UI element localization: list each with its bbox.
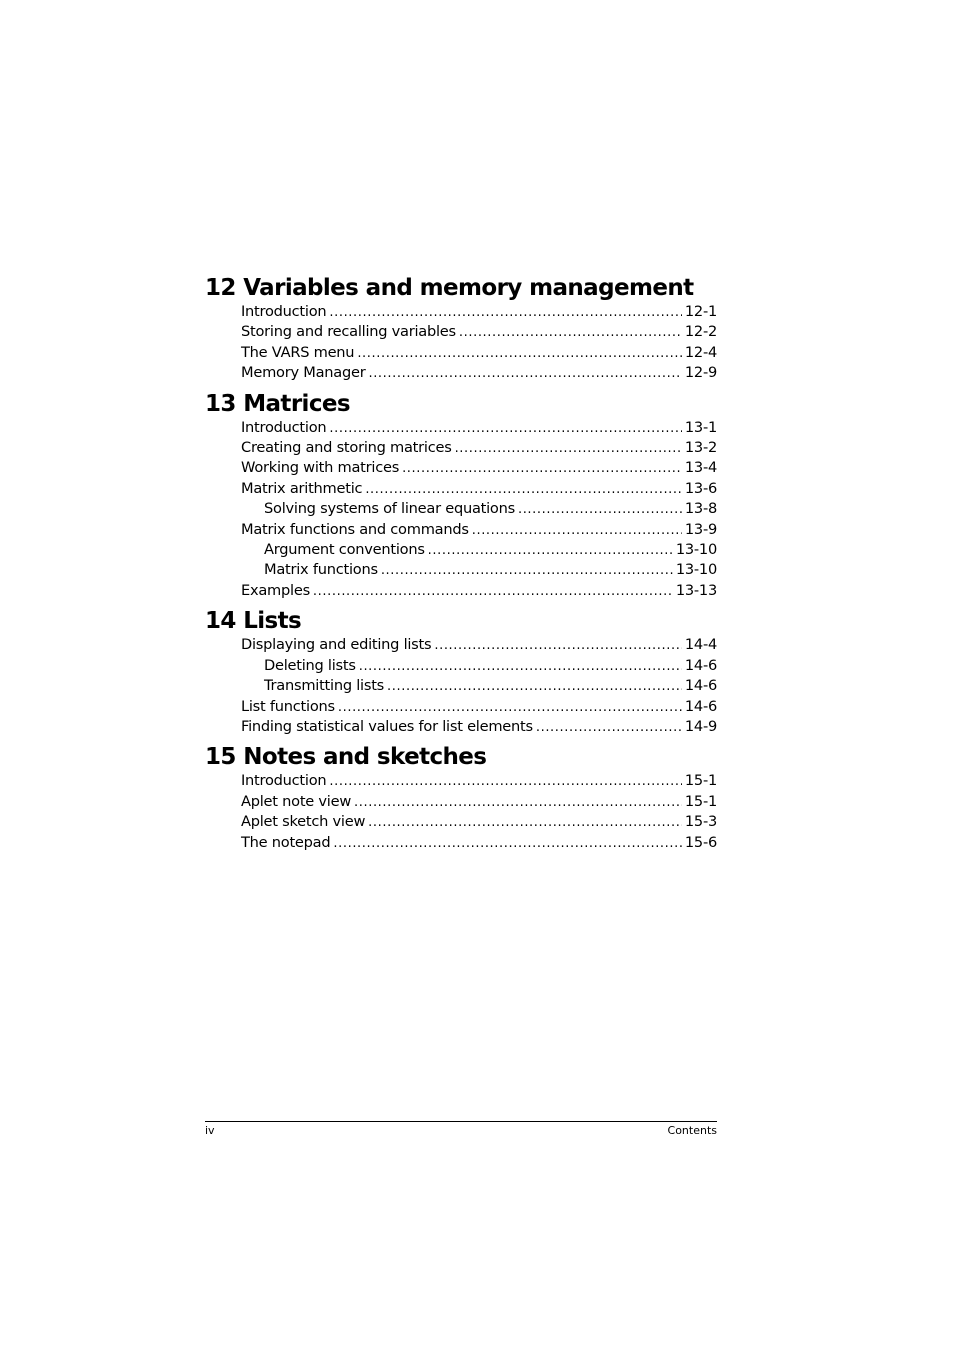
entry-page-number: 13-8	[684, 500, 717, 518]
dot-leader	[329, 303, 682, 322]
entry-page-number: 15-6	[684, 833, 717, 851]
toc-entry[interactable]	[241, 833, 717, 853]
entry-label: The VARS menu	[241, 343, 355, 361]
toc-subentry[interactable]	[241, 540, 717, 560]
table-of-contents	[205, 274, 717, 859]
dot-leader	[536, 718, 682, 737]
chapter-heading[interactable]: 13 Matrices	[205, 390, 350, 417]
dot-leader	[368, 813, 682, 832]
entry-page-number: 14-6	[684, 656, 717, 674]
entry-page-number: 13-9	[684, 520, 717, 538]
chapter-entries	[241, 418, 717, 602]
dot-leader	[381, 561, 673, 580]
entry-label: Working with matrices	[241, 459, 400, 477]
entry-label: Deleting lists	[264, 656, 356, 674]
footer-page-number: iv	[205, 1124, 215, 1137]
entry-page-number: 14-6	[684, 697, 717, 715]
toc-entry[interactable]	[241, 302, 717, 322]
toc-entry[interactable]	[241, 717, 717, 737]
dot-leader	[329, 419, 682, 438]
entry-label: Storing and recalling variables	[241, 323, 456, 341]
chapter-entries	[241, 771, 717, 853]
dot-leader	[518, 500, 682, 519]
dot-leader	[329, 772, 682, 791]
dot-leader	[387, 677, 682, 696]
toc-subentry[interactable]	[241, 656, 717, 676]
dot-leader	[354, 793, 682, 812]
dot-leader	[359, 657, 682, 676]
toc-entry[interactable]	[241, 322, 717, 342]
toc-entry[interactable]	[241, 438, 717, 458]
toc-entry[interactable]	[241, 771, 717, 791]
dot-leader	[428, 541, 673, 560]
toc-entry[interactable]	[241, 343, 717, 363]
chapter-heading[interactable]: 15 Notes and sketches	[205, 744, 487, 771]
chapter-entries	[241, 302, 717, 384]
toc-subentry[interactable]	[241, 676, 717, 696]
entry-page-number: 13-4	[684, 459, 717, 477]
entry-page-number: 12-2	[684, 323, 717, 341]
toc-entry[interactable]	[241, 792, 717, 812]
dot-leader	[313, 582, 673, 601]
entry-page-number: 12-4	[684, 343, 717, 361]
entry-label: Introduction	[241, 772, 327, 790]
entry-page-number: 14-4	[684, 636, 717, 654]
entry-label: Aplet note view	[241, 792, 352, 810]
toc-entry[interactable]	[241, 581, 717, 601]
toc-entry[interactable]	[241, 363, 717, 383]
entry-page-number: 15-1	[684, 792, 717, 810]
dot-leader	[333, 834, 681, 853]
entry-page-number: 15-1	[684, 772, 717, 790]
entry-label: Matrix functions and commands	[241, 520, 469, 538]
entry-page-number: 13-13	[675, 581, 717, 599]
toc-entry[interactable]	[241, 635, 717, 655]
toc-subentry[interactable]	[241, 499, 717, 519]
dot-leader	[455, 439, 682, 458]
dot-leader	[365, 480, 682, 499]
entry-label: Memory Manager	[241, 364, 366, 382]
chapter-heading[interactable]: 14 Lists	[205, 608, 302, 635]
dot-leader	[402, 459, 682, 478]
entry-page-number: 15-3	[684, 813, 717, 831]
dot-leader	[338, 698, 682, 717]
dot-leader	[459, 323, 682, 342]
toc-subentry[interactable]	[241, 560, 717, 580]
toc-entry[interactable]	[241, 697, 717, 717]
entry-label: Examples	[241, 581, 310, 599]
entry-label: Argument conventions	[264, 541, 425, 559]
entry-label: Introduction	[241, 303, 327, 320]
entry-label: Finding statistical values for list elements	[241, 717, 533, 735]
toc-entry[interactable]	[241, 520, 717, 540]
page-footer	[205, 1121, 717, 1138]
entry-label: Transmitting lists	[264, 677, 385, 695]
entry-page-number: 12-1	[684, 303, 717, 320]
toc-entry[interactable]	[241, 479, 717, 499]
chapter-entries	[241, 635, 717, 737]
toc-entry[interactable]	[241, 812, 717, 832]
entry-page-number: 14-9	[684, 717, 717, 735]
entry-page-number: 13-1	[684, 418, 717, 436]
entry-page-number: 13-6	[684, 479, 717, 497]
toc-entry[interactable]	[241, 418, 717, 438]
entry-label: Matrix functions	[264, 561, 378, 579]
entry-label: Matrix arithmetic	[241, 479, 363, 497]
entry-label: Introduction	[241, 418, 327, 436]
entry-label: List functions	[241, 697, 335, 715]
toc-entry[interactable]	[241, 458, 717, 478]
entry-label: The notepad	[241, 833, 331, 851]
dot-leader	[357, 344, 682, 363]
entry-page-number: 13-10	[675, 541, 717, 559]
entry-label: Creating and storing matrices	[241, 439, 452, 457]
entry-page-number: 12-9	[684, 364, 717, 382]
entry-page-number: 14-6	[684, 677, 717, 695]
entry-label: Solving systems of linear equations	[264, 500, 515, 518]
entry-label: Aplet sketch view	[241, 813, 366, 831]
dot-leader	[368, 364, 681, 383]
entry-page-number: 13-10	[675, 561, 717, 579]
footer-section-name: Contents	[667, 1124, 717, 1137]
dot-leader	[434, 636, 682, 655]
entry-page-number: 13-2	[684, 439, 717, 457]
dot-leader	[472, 521, 682, 540]
chapter-heading[interactable]: 12 Variables and memory management	[205, 275, 694, 301]
entry-label: Displaying and editing lists	[241, 636, 432, 654]
